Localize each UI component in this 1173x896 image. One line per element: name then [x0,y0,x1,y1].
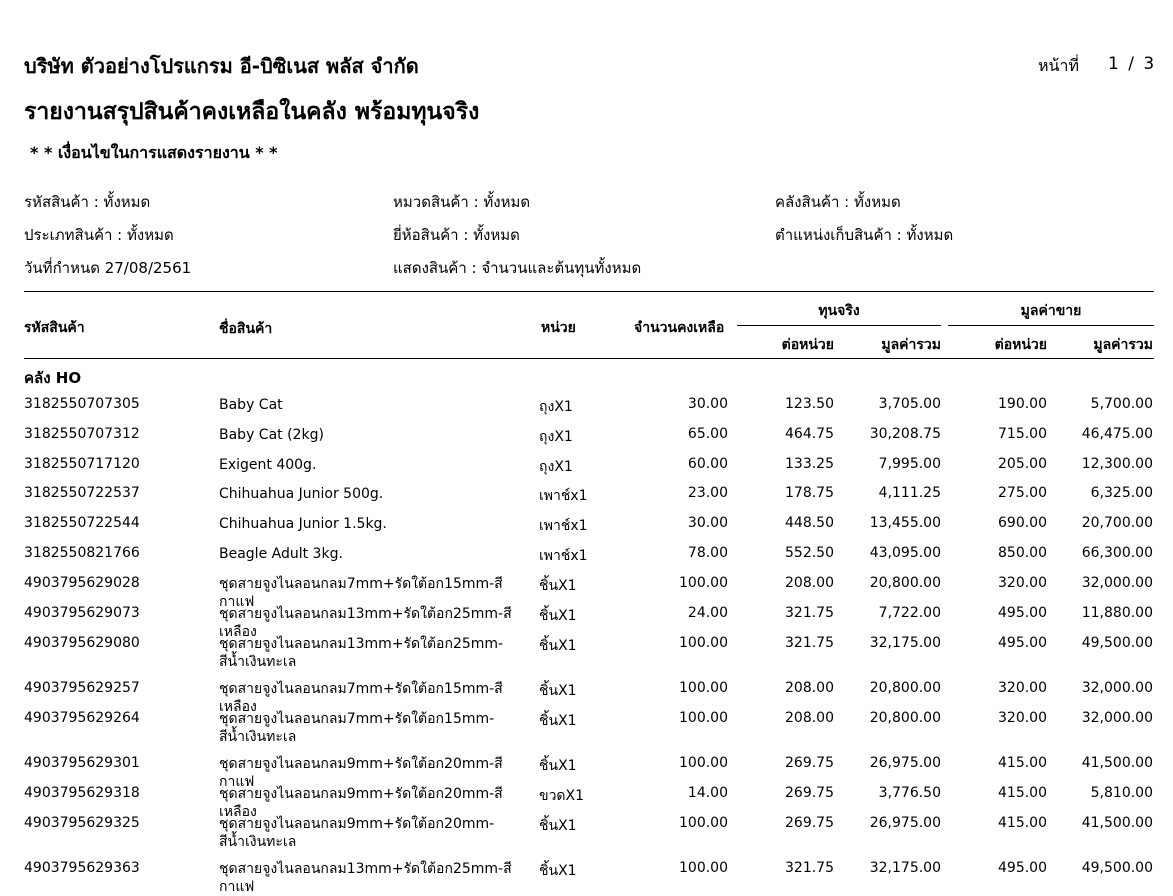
col-code: รหัสสินค้า [24,320,85,336]
row-name: ชุดสายจูงไนลอนกลม9mm+รัดใต้อก20mm-สีน้ำเงินทะเล [219,816,495,850]
row-cost-total: 20,800.00 [869,680,941,696]
row-sale-per-unit: 690.00 [998,515,1047,531]
row-unit: ชิ้นX1 [539,608,577,624]
row-cost-per-unit: 552.50 [785,545,834,561]
row-sale-per-unit: 320.00 [998,680,1047,696]
row-name: Chihuahua Junior 500g. [219,486,384,502]
row-sale-total: 49,500.00 [1081,860,1153,876]
row-cost-per-unit: 208.00 [785,575,834,591]
conditions-heading: * * เงื่อนไขในการแสดงรายงาน * * [30,143,278,162]
row-sale-total: 66,300.00 [1081,545,1153,561]
col-group-sale: มูลค่าขาย [1020,303,1082,319]
row-cost-total: 20,800.00 [869,575,941,591]
row-cost-per-unit: 269.75 [785,815,834,831]
row-sale-total: 32,000.00 [1081,710,1153,726]
row-code: 4903795629264 [24,710,140,726]
col-qty: จำนวนคงเหลือ [634,320,725,336]
row-unit: ชิ้นX1 [539,638,577,654]
row-name: ชุดสายจูงไนลอนกลม7mm+รัดใต้อก15mm-สีน้ำเงินทะเล [219,711,495,745]
row-sale-per-unit: 320.00 [998,710,1047,726]
row-unit: ขวดX1 [539,788,585,804]
row-qty: 14.00 [687,785,728,801]
row-cost-total: 20,800.00 [869,710,941,726]
col-sale-total: มูลค่ารวม [1093,337,1153,353]
page-number: 1 / 3 [1108,54,1157,74]
row-name: Beagle Adult 3kg. [219,546,343,562]
row-cost-total: 43,095.00 [869,545,941,561]
row-code: 4903795629073 [24,605,140,621]
row-cost-per-unit: 464.75 [785,426,834,442]
row-sale-total: 32,000.00 [1081,575,1153,591]
row-unit: ชิ้นX1 [539,863,577,879]
row-qty: 60.00 [687,456,728,472]
row-qty: 23.00 [687,485,728,501]
row-unit: ชิ้นX1 [539,578,577,594]
row-sale-total: 46,475.00 [1081,426,1153,442]
row-code: 4903795629080 [24,635,140,651]
row-code: 3182550722544 [24,515,140,531]
row-cost-per-unit: 448.50 [785,515,834,531]
row-code: 4903795629318 [24,785,140,801]
row-qty: 100.00 [679,755,728,771]
row-sale-total: 6,325.00 [1090,485,1153,501]
row-sale-per-unit: 275.00 [998,485,1047,501]
criteria-location: ตำแหน่งเก็บสินค้า : ทั้งหมด [775,226,954,244]
row-unit: เพาช์x1 [539,548,588,564]
row-cost-per-unit: 178.75 [785,485,834,501]
row-sale-total: 32,000.00 [1081,680,1153,696]
row-qty: 100.00 [679,575,728,591]
row-sale-per-unit: 495.00 [998,860,1047,876]
row-unit: ชิ้นX1 [539,683,577,699]
row-qty: 78.00 [687,545,728,561]
row-qty: 65.00 [687,426,728,442]
header-top-rule [24,291,1154,292]
row-cost-total: 3,705.00 [878,396,941,412]
row-unit: ถุงX1 [539,399,573,415]
col-group-cost: ทุนจริง [818,303,860,319]
criteria-product-type: ประเภทสินค้า : ทั้งหมด [24,226,174,244]
row-cost-per-unit: 208.00 [785,680,834,696]
row-cost-per-unit: 269.75 [785,755,834,771]
row-sale-total: 41,500.00 [1081,815,1153,831]
row-qty: 24.00 [687,605,728,621]
row-cost-total: 7,995.00 [878,456,941,472]
row-unit: ถุงX1 [539,429,573,445]
row-name: Chihuahua Junior 1.5kg. [219,516,387,532]
row-sale-per-unit: 415.00 [998,815,1047,831]
row-code: 3182550707305 [24,396,140,412]
row-cost-per-unit: 133.25 [785,456,834,472]
row-code: 3182550821766 [24,545,140,561]
row-cost-per-unit: 123.50 [785,396,834,412]
row-code: 4903795629325 [24,815,140,831]
row-cost-total: 32,175.00 [869,635,941,651]
row-cost-total: 26,975.00 [869,815,941,831]
row-qty: 30.00 [687,396,728,412]
row-code: 4903795629301 [24,755,140,771]
row-name: Exigent 400g. [219,457,317,473]
col-sale-per-unit: ต่อหน่วย [994,337,1047,353]
row-qty: 100.00 [679,815,728,831]
row-cost-total: 30,208.75 [869,426,941,442]
row-sale-per-unit: 495.00 [998,635,1047,651]
row-code: 4903795629028 [24,575,140,591]
row-qty: 30.00 [687,515,728,531]
row-sale-per-unit: 415.00 [998,755,1047,771]
row-sale-total: 5,810.00 [1090,785,1153,801]
row-unit: ชิ้นX1 [539,818,577,834]
row-sale-total: 41,500.00 [1081,755,1153,771]
row-name: ชุดสายจูงไนลอนกลม13mm+รัดใต้อก25mm-สีน้ำเงินทะเล [219,636,504,670]
row-unit: เพาช์x1 [539,488,588,504]
row-name: ชุดสายจูงไนลอนกลม7mm+รัดใต้อก15mm-สีเหลือง [219,681,503,715]
row-sale-total: 11,880.00 [1081,605,1153,621]
row-cost-total: 7,722.00 [878,605,941,621]
row-sale-total: 49,500.00 [1081,635,1153,651]
row-code: 4903795629363 [24,860,140,876]
row-unit: ชิ้นX1 [539,758,577,774]
row-sale-per-unit: 415.00 [998,785,1047,801]
header-bottom-rule [24,358,1154,359]
row-cost-total: 13,455.00 [869,515,941,531]
row-cost-per-unit: 208.00 [785,710,834,726]
company-name: บริษัท ตัวอย่างโปรแกรม อี-บิซิเนส พลัส จำกัด [24,54,419,78]
row-name: ชุดสายจูงไนลอนกลม13mm+รัดใต้อก25mm-สีเหลือง [219,606,512,640]
row-unit: เพาช์x1 [539,518,588,534]
row-unit: ชิ้นX1 [539,713,577,729]
col-cost-per-unit: ต่อหน่วย [781,337,834,353]
row-sale-total: 12,300.00 [1081,456,1153,472]
row-cost-per-unit: 269.75 [785,785,834,801]
col-unit: หน่วย [541,320,576,336]
criteria-warehouse: คลังสินค้า : ทั้งหมด [775,193,901,211]
criteria-display: แสดงสินค้า : จำนวนและต้นทุนทั้งหมด [393,259,642,277]
row-sale-per-unit: 715.00 [998,426,1047,442]
row-sale-per-unit: 190.00 [998,396,1047,412]
criteria-date: วันที่กำหนด 27/08/2561 [24,259,192,277]
row-qty: 100.00 [679,680,728,696]
col-cost-total: มูลค่ารวม [881,337,941,353]
row-sale-per-unit: 850.00 [998,545,1047,561]
criteria-product-code: รหัสสินค้า : ทั้งหมด [24,193,151,211]
page-label: หน้าที่ [1038,56,1080,75]
row-cost-total: 26,975.00 [869,755,941,771]
row-cost-per-unit: 321.75 [785,605,834,621]
criteria-brand: ยี่ห้อสินค้า : ทั้งหมด [393,226,520,244]
row-cost-total: 4,111.25 [878,485,941,501]
row-name: ชุดสายจูงไนลอนกลม9mm+รัดใต้อก20mm-สีเหลือง [219,786,503,820]
row-name: Baby Cat [219,397,283,413]
row-code: 3182550707312 [24,426,140,442]
row-name: Baby Cat (2kg) [219,427,324,443]
row-name: ชุดสายจูงไนลอนกลม7mm+รัดใต้อก15mm-สีกาแฟ [219,576,503,610]
report-title: รายงานสรุปสินค้าคงเหลือในคลัง พร้อมทุนจริง [24,99,480,125]
row-sale-per-unit: 205.00 [998,456,1047,472]
row-name: ชุดสายจูงไนลอนกลม9mm+รัดใต้อก20mm-สีกาแฟ [219,756,503,790]
row-qty: 100.00 [679,635,728,651]
col-name: ชื่อสินค้า [219,321,273,337]
sale-group-rule [948,325,1154,326]
row-cost-per-unit: 321.75 [785,860,834,876]
row-qty: 100.00 [679,860,728,876]
row-sale-per-unit: 495.00 [998,605,1047,621]
criteria-category: หมวดสินค้า : ทั้งหมด [393,193,531,211]
row-cost-total: 32,175.00 [869,860,941,876]
warehouse-label: คลัง HO [24,369,82,387]
row-unit: ถุงX1 [539,459,573,475]
row-sale-total: 20,700.00 [1081,515,1153,531]
row-code: 3182550717120 [24,456,140,472]
row-code: 3182550722537 [24,485,140,501]
cost-group-rule [737,325,941,326]
row-cost-per-unit: 321.75 [785,635,834,651]
row-code: 4903795629257 [24,680,140,696]
row-qty: 100.00 [679,710,728,726]
row-cost-total: 3,776.50 [878,785,941,801]
row-name: ชุดสายจูงไนลอนกลม13mm+รัดใต้อก25mm-สีกาแฟ [219,861,512,895]
row-sale-per-unit: 320.00 [998,575,1047,591]
row-sale-total: 5,700.00 [1090,396,1153,412]
